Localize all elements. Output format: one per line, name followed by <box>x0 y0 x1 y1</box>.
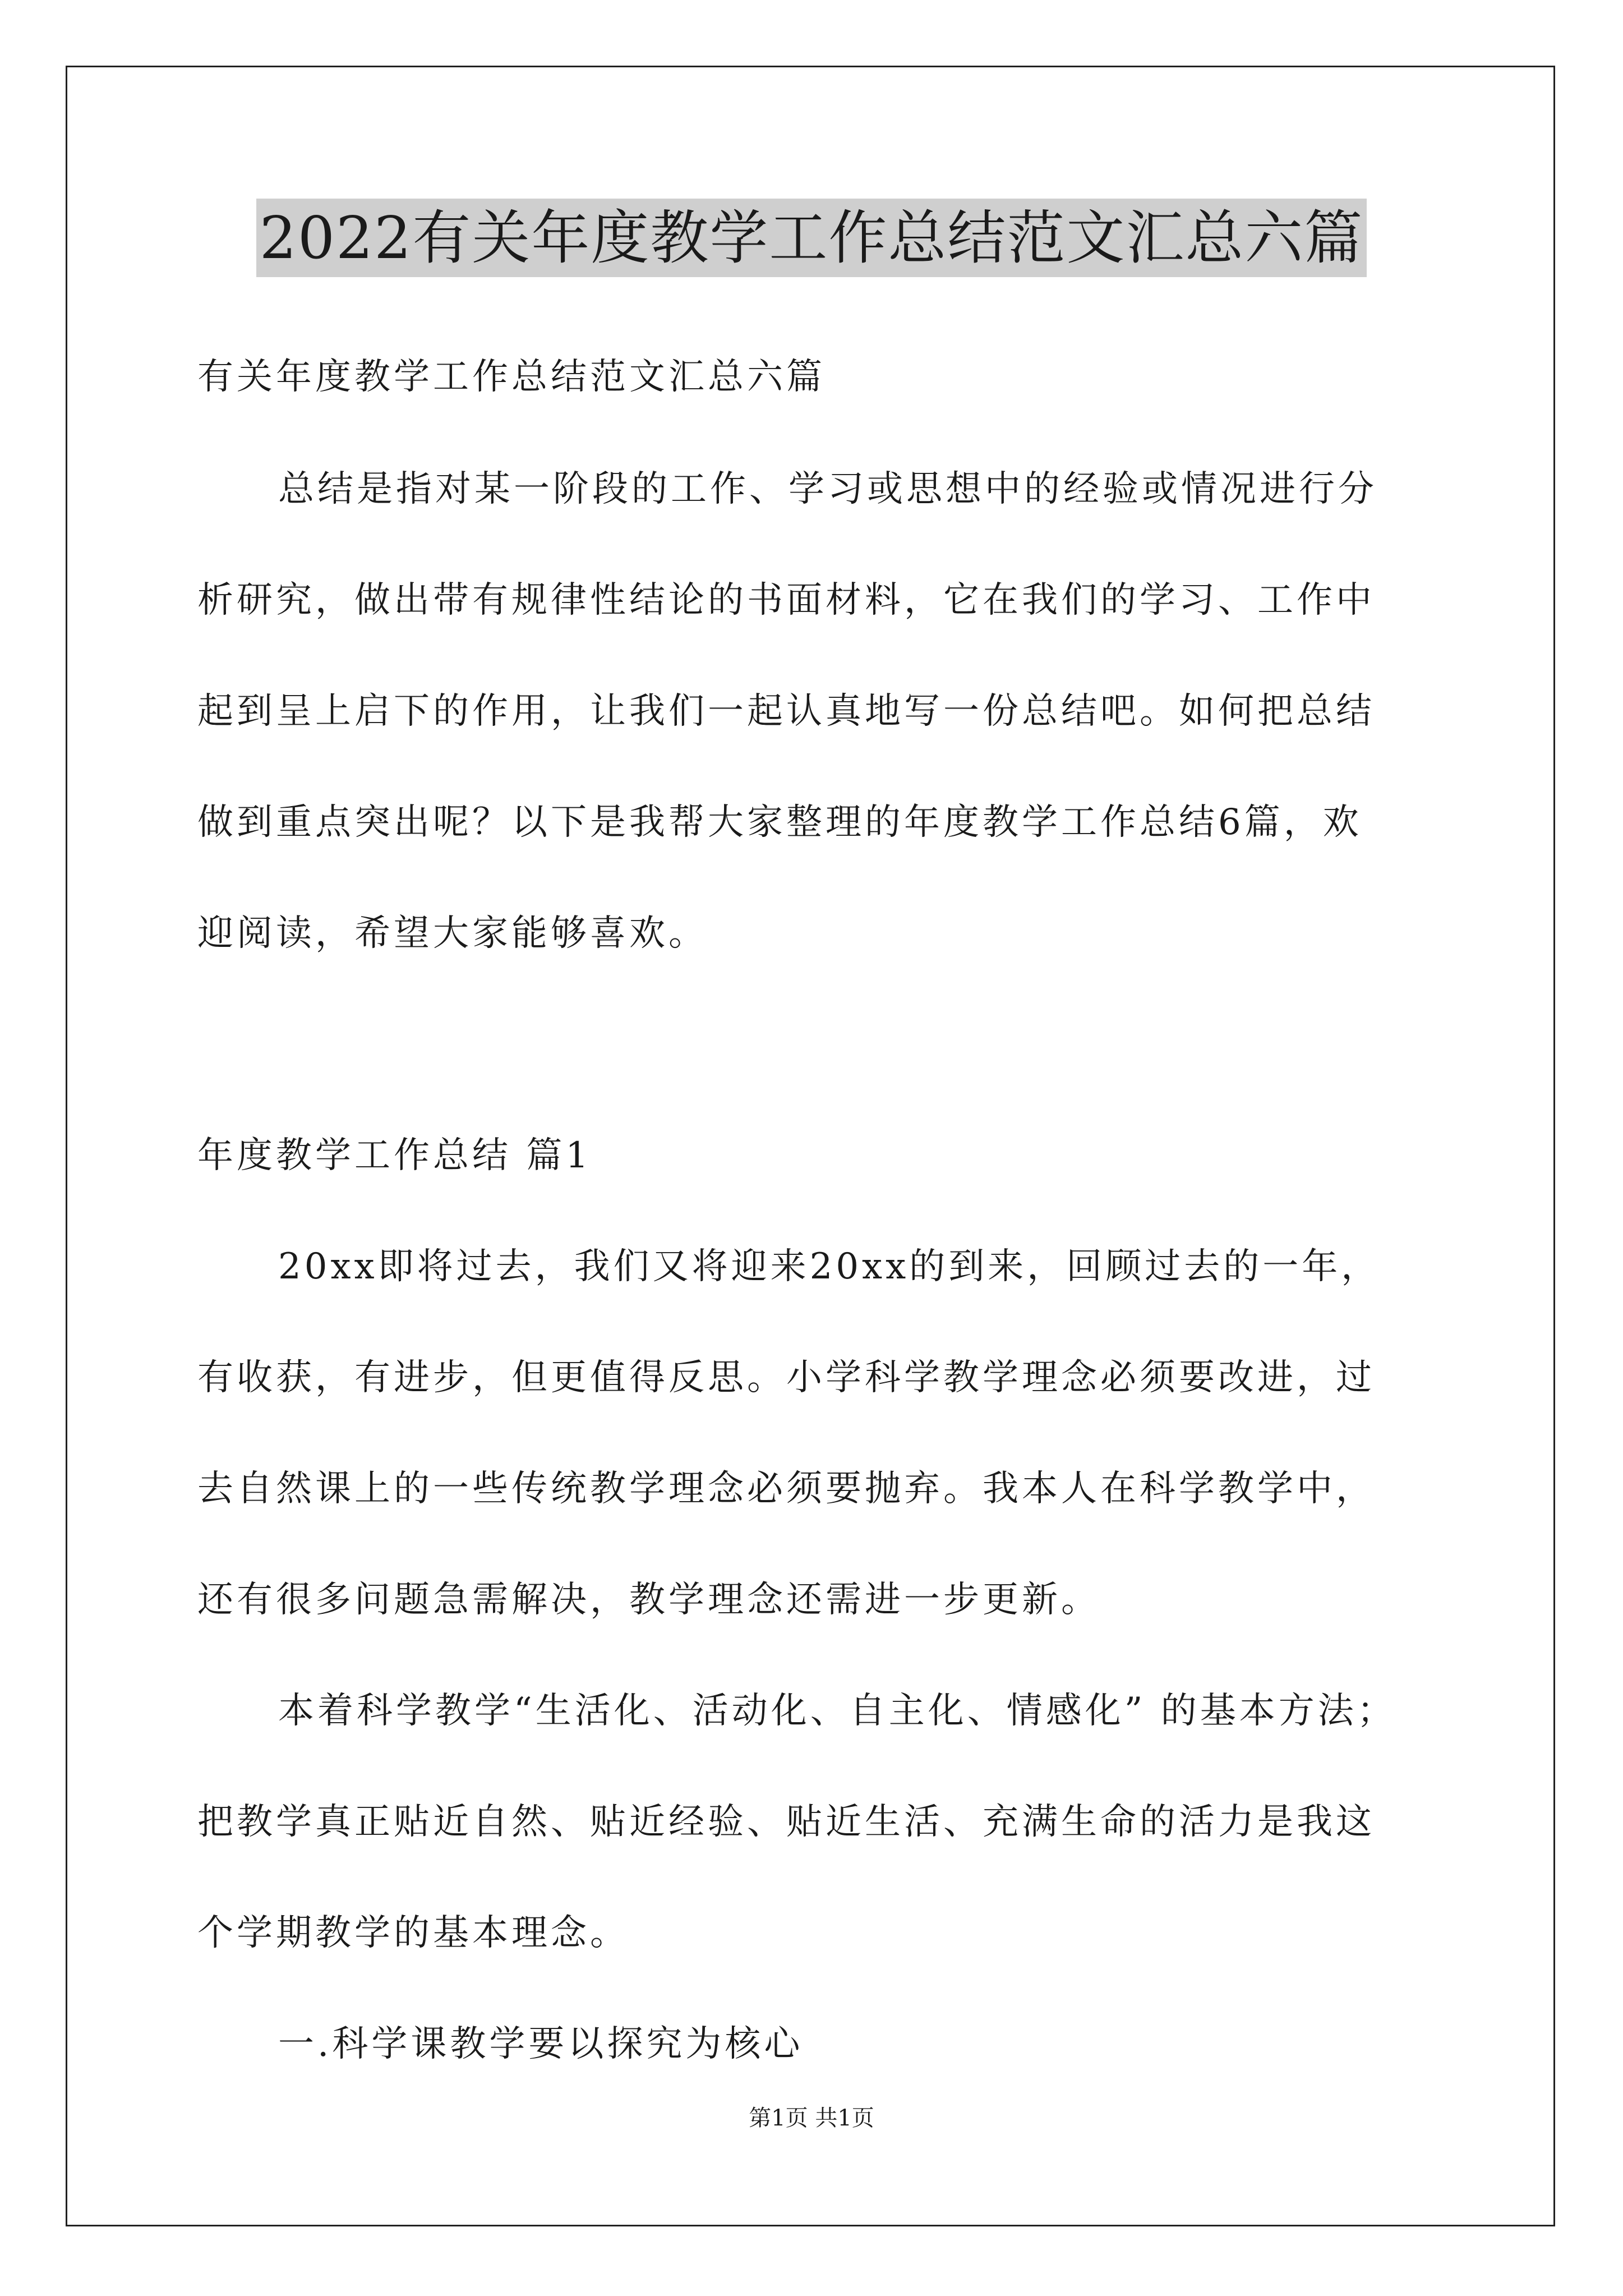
section-1-para-2-line-2: 把教学真正贴近自然、贴近经验、贴近生活、充满生命的活力是我这 <box>197 1801 1375 1843</box>
document-title: 2022有关年度教学工作总结范文汇总六篇 <box>256 199 1367 277</box>
page-footer: 第1页 共1页 <box>749 2105 874 2131</box>
intro-line-3: 起到呈上启下的作用，让我们一起认真地写一份总结吧。如何把总结 <box>197 691 1375 732</box>
section-1-para-1-line-3: 去自然课上的一些传统教学理念必须要抛弃。我本人在科学教学中， <box>197 1468 1375 1510</box>
intro-line-4: 做到重点突出呢？以下是我帮大家整理的年度教学工作总结6篇，欢 <box>197 802 1362 843</box>
intro-line-2: 析研究，做出带有规律性结论的书面材料，它在我们的学习、工作中 <box>197 579 1375 621</box>
section-1-para-2-line-3: 个学期教学的基本理念。 <box>197 1912 629 1954</box>
subheading-1: 一.科学课教学要以探究为核心 <box>278 2023 804 2065</box>
intro-line-5: 迎阅读，希望大家能够喜欢。 <box>197 913 708 954</box>
section-1-para-1-line-1: 20xx即将过去，我们又将迎来20xx的到来，回顾过去的一年， <box>278 1246 1381 1287</box>
section-1-para-2-line-1: 本着科学教学“生活化、活动化、自主化、情感化” 的基本方法； <box>278 1690 1396 1732</box>
section-1-para-1-line-4: 还有很多问题急需解决，教学理念还需进一步更新。 <box>197 1579 1100 1621</box>
title-container <box>0 199 1623 277</box>
intro-line-1: 总结是指对某一阶段的工作、学习或思想中的经验或情况进行分 <box>278 468 1377 510</box>
document-subtitle: 有关年度教学工作总结范文汇总六篇 <box>197 356 826 398</box>
section-1-heading: 年度教学工作总结 篇1 <box>197 1135 592 1176</box>
section-1-para-1-line-2: 有收获，有进步，但更值得反思。小学科学教学理念必须要改进，过 <box>197 1357 1375 1398</box>
